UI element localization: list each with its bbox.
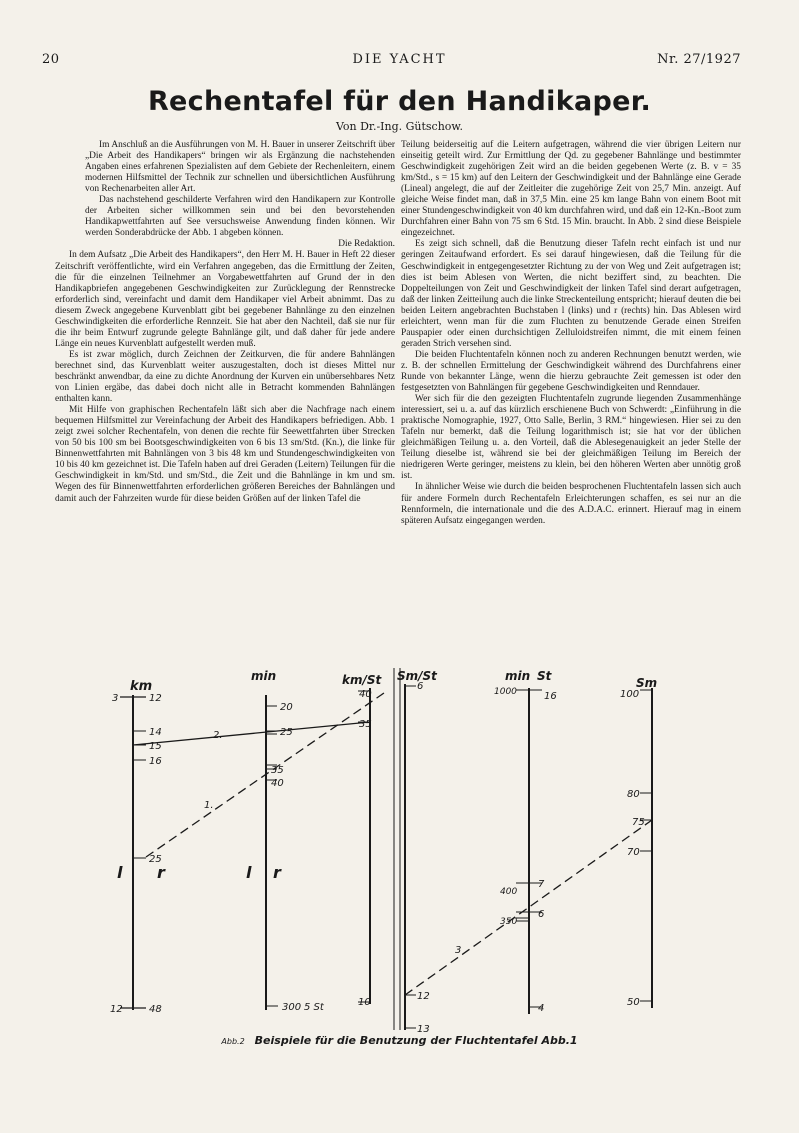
min-tick-label: 5 St [304, 1002, 324, 1013]
editorial-signature: Die Redaktion. [338, 239, 395, 250]
min-tick-label: 40 [271, 778, 284, 789]
body-paragraph: In ähnlicher Weise wie durch die beiden besprochenen Fluchtentafeln lassen sich auch für andere Formeln durch Rechentafeln Erleichterungen schaffen, es sei nur an die Rennformeln, die internationale und die des A.D.A.C. erinnert. Hierauf mag in einem späteren Aufsatz eingegangen werden. [401, 482, 741, 526]
km-tick-label: 15 [149, 741, 162, 752]
min-tick-label: 35 [271, 765, 284, 776]
kmst-tick-label: 40 [359, 689, 372, 700]
body-paragraph: Mit Hilfe von graphischen Rechentafeln läßt sich aber die Nachfrage nach einem bequemen Hilfsmittel zur Vereinfachung der Arbeit des Handikapers befriedigen. Abb. 1 zeigt zwei solcher Rechentafeln, von denen die rechte für Seewettfahrten über Strecken von 50 bis 100 sm bei Bootsgeschwindigkeiten von 6 bis 13 sm/Std. (Kn.), die linke für Binnenwettfahrten mit Bahnlängen von 3 bis 48 km und Stundengeschwindigkeiten von 10 bis 40 km gezeichnet ist. Die Tafeln haben auf drei Geraden (Leitern) Teilungen für die Geschwindigkeit in km/Std. und sm/Std., die Zeit und die Bahnlänge in km und sm. Wegen des für Binnenwettfahrten erforderlichen größeren Bereiches der Bahnlängen und damit auch der Fahrzeiten wurde für diese beiden Größen auf der linken Tafel die [55, 405, 395, 504]
km-tick-label: 16 [149, 756, 162, 767]
smst-tick-label: 13 [417, 1024, 430, 1035]
km-tick-label: 12 [110, 1004, 123, 1015]
page-number: 20 [42, 52, 60, 67]
body-paragraph: In dem Aufsatz „Die Arbeit des Handikapers“, den Herr M. H. Bauer in Heft 22 dieser Zeitschrift veröffentlichte, wird ein Verfahren angegeben, das die Ermittlung der Zeiten, die für die einzelnen Teilnehmer an Vorgabewettfahrten auf Grund der in den Handikapbriefen angegebenen Geschwindigkeiten zur Zurücklegung der Rennstrecke erforderlich sind, vereinfacht und damit dem Handikaper viel Arbeit abnimmt. Das zu diesem Zweck angegebene Kurvenblatt gibt bei gegebener Bahnlänge zu den einzelnen Geschwindigkeiten die erforderliche Rennzeit. Sie hat aber den Nachteil, daß sie nur für die ihr beim Entwurf zugrunde gelegte Bahnlänge gilt, und daß daher für jede andere Länge ein neues Kurvenblatt aufgestellt werden muß. [55, 250, 395, 349]
sm-tick-label: 75 [632, 817, 645, 828]
line-label-3: 3 [455, 945, 462, 956]
km-tick-label: 14 [149, 727, 162, 738]
km-tick-label: 12 [149, 693, 162, 704]
st-tick-label: 6 [538, 909, 545, 920]
kmst-tick-label: 35 [359, 719, 372, 730]
min-tick-label-right: 1000 [494, 687, 517, 697]
min-tick-label: 20 [280, 702, 293, 713]
figure-caption [0, 1034, 799, 1047]
l-marker: l [246, 863, 252, 882]
issue-number: Nr. 27/1927 [657, 52, 741, 67]
min-tick-label-right: 400 [500, 887, 518, 897]
example-line-2 [133, 722, 370, 745]
smst-tick-label: 12 [417, 991, 430, 1002]
body-paragraph: Es ist zwar möglich, durch Zeichnen der Zeitkurven, die für andere Bahnlängen berechnet sind, das Kurvenblatt weiter auszugestalten, doch ist dieses Mittel nur beschränkt anwendbar, da eine zu dichte Anordnung der Kurven ein unübersehbares Netz von Linien ergäbe, das dabei doch nicht alle in Betracht kommenden Bahnlängen enthalten kann. [55, 349, 395, 405]
sm-header: Sm [636, 676, 658, 690]
sm-tick-label: 50 [627, 997, 640, 1008]
km-tick-label: 3 [112, 693, 119, 704]
st-tick-label: 4 [538, 1003, 545, 1014]
st-header: St [537, 669, 552, 683]
line-label-2: 2. [213, 730, 223, 741]
km-tick-label: 48 [149, 1004, 162, 1015]
min-header-right: min [505, 669, 531, 683]
st-tick-label: 7 [538, 879, 545, 890]
body-paragraph: Teilung beiderseitig auf die Leitern aufgetragen, während die vier übrigen Leitern nur einseitig geteilt wird. Zur Ermittlung der Qd. zu gegebener Bahnlänge und bestimmter Geschwindigkeit zugehörigen Zeit wird an die beiden gegebenen Werte (z. B. v = 35 km/Std., s = 15 km) auf den Leitern der Geschwindigkeit und der Bahnlänge eine Gerade (Lineal) angelegt, die auf der Zeitleiter die zugehörige Zeit von 25,7 Min. anzeigt. Auf gleiche Weise findet man, daß in 37,5 Min. eine 25 km lange Bahn von einem Boot mit einer Stundengeschwindigkeit von 40 km durchfahren wird, und daß ein 12-Kn.-Boot zum Durchfahren einer Bahn von 75 sm 6 Std. 15 Min. braucht. In Abb. 2 sind diese Beispiele eingezeichnet. [401, 140, 741, 239]
sm-tick-label: 100 [620, 689, 640, 700]
intro-paragraph-2: Das nachstehend geschilderte Verfahren wird den Handikapern zur Kontrolle der Arbeiten sicher willkommen sein und bei den bevorstehenden Handikapwettfahrten auf See versuchsweise Anwendung finden können. Wir werden Sonderabdrücke der Abb. 1 abgeben können. [85, 195, 395, 239]
min-tick-label-right: 350 [500, 917, 518, 927]
min-tick-label: 25 [280, 727, 293, 738]
st-tick-label: 16 [544, 691, 557, 702]
km-header: km [130, 679, 153, 694]
caption-text: Beispiele für die Benutzung der Fluchtentafel Abb.1 [254, 1034, 578, 1047]
body-paragraph: Wer sich für die den gezeigten Fluchtentafeln zugrunde liegenden Zusammenhänge interessiert, sei u. a. auf das kürzlich erschienene Buch von Schwerdt: „Einführung in die praktische Nomographie, 1927, Otto Salle, Berlin, 3 RM.“ hingewiesen. Hier sei zu den Tafeln nur bemerkt, daß die Teilung logarithmisch ist; sie hat vor der üblichen gleichmäßigen Teilung u. a. den Vorteil, daß die Ablesegenauigkeit an jeder Stelle der Teilung dieselbe ist, während sie bei der gleichmäßigen Teilung im Bereich der niedrigeren Werte geringer, meistens zu klein, bei den höheren Werten aber unnötig groß ist. [401, 394, 741, 482]
l-marker: l [117, 863, 123, 882]
intro-paragraph-1: Im Anschluß an die Ausführungen von M. H. Bauer in unserer Zeitschrift über „Die Arbeit des Handikapers“ bringen wir als Ergänzung die nachstehenden Angaben eines erfahrenen Spezialisten auf dem Gebiete der Rechenleitern, einem modernen Hilfsmittel der Technik zur schnellen und übersichtlichen Ausführung von Rechenarbeiten aller Art. [85, 140, 395, 195]
article-title: Rechentafel für den Handikaper. [147, 86, 652, 117]
sm-tick-label: 80 [627, 789, 640, 800]
km-tick-label: 25 [149, 854, 162, 865]
caption-prefix: Abb.2 [221, 1037, 245, 1046]
kmst-tick-label: 10 [358, 997, 371, 1008]
smst-tick-label: 6 [417, 681, 424, 692]
r-marker: r [273, 863, 281, 882]
body-paragraph: Es zeigt sich schnell, daß die Benutzung dieser Tafeln recht einfach ist und nur geringen Zeitaufwand erfordert. Es sei darauf hingewiesen, daß die Teilung für die Geschwindigkeit in entgegengesetzter Richtung zu der von Weg und Zeit aufgetragen ist; dies ist beim Ablesen von Werten, die nicht beziffert sind, zu beachten. Die Doppelteilungen von Zeit und Geschwindigkeit der linken Tafel sind derart aufgetragen, daß der linken Zeitteilung auch die linke Streckenteilung entspricht; hierauf deuten die bei beiden Leitern angebrachten Buchstaben l (links) und r (rechts) hin. Das Ablesen wird erleichtert, wenn man für die zum Fluchten zu benutzende Gerade einen Streifen Pauspapier oder einen durchsichtigen Zelluloidstreifen nimmt, die mit einem feinen geraden Strich versehen sind. [401, 239, 741, 349]
smst-header: Sm/St [397, 669, 437, 683]
article-byline: Von Dr.-Ing. Gütschow. [335, 120, 464, 133]
min-header: min [251, 669, 277, 683]
min-tick-label: 300 [282, 1002, 302, 1013]
body-paragraph: Die beiden Fluchtentafeln können noch zu anderen Rechnungen benutzt werden, wie z. B. der schnellen Ermittelung der Geschwindigkeit während des Durchfahrens einer Runde von bekannter Länge, wenn die hierzu gebrauchte Zeit gemessen ist oder den festgesetzten von Bahnlängen für gegebene Geschwindigkeiten und Renndauer. [401, 349, 741, 394]
sm-tick-label: 70 [627, 847, 640, 858]
journal-title: DIE YACHT [352, 52, 447, 67]
line-label-1: 1. [204, 800, 214, 811]
r-marker: r [157, 863, 165, 882]
kmst-header: km/St [342, 673, 382, 687]
